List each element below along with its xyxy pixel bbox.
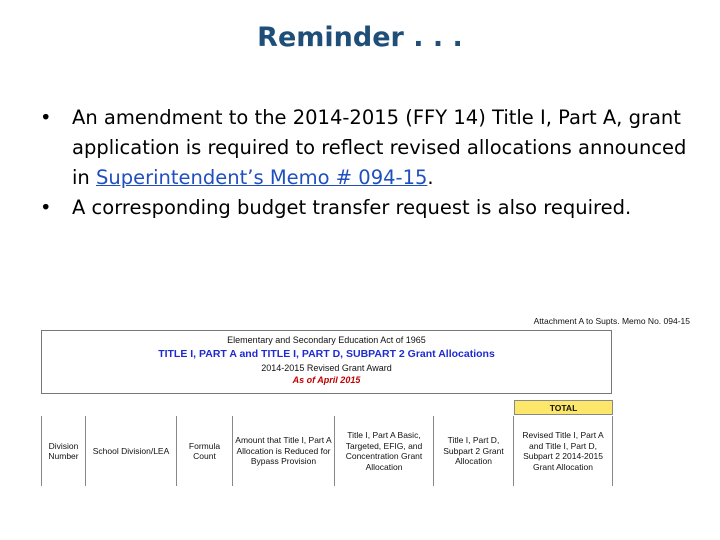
column-header-bypass-reduction: Amount that Title I, Part A Allocation is Reduced for Bypass Provision xyxy=(232,416,334,486)
grant-allocations-title: TITLE I, PART A and TITLE I, PART D, SUBPART 2 Grant Allocations xyxy=(158,348,495,360)
as-of-date: As of April 2015 xyxy=(292,375,361,385)
allocation-table-header xyxy=(41,400,613,486)
bullet-list xyxy=(40,103,690,223)
act-title: Elementary and Secondary Education Act of 1965 xyxy=(227,335,426,345)
total-header-cell: TOTAL xyxy=(514,400,613,415)
bullet-marker: • xyxy=(40,196,52,219)
revised-grant-award: 2014-2015 Revised Grant Award xyxy=(261,363,392,373)
allocation-header-box xyxy=(41,330,612,394)
column-header-school-division: School Division/LEA xyxy=(85,416,176,486)
column-header-formula-count: Formula Count xyxy=(176,416,232,486)
bullet-text: A corresponding budget transfer request is also required. xyxy=(72,196,632,219)
bullet-text: An amendment to the 2014-2015 (FFY 14) Title I, Part A, grant application is required to reflect revised allocations announced in xyxy=(72,106,687,189)
slide-title: Reminder . . . xyxy=(257,22,463,53)
memo-link[interactable]: Superintendent’s Memo # 094-15 xyxy=(95,166,428,189)
column-header-revised-total: Revised Title I, Part A and Title I, Part D, Subpart 2 2014-2015 Grant Allocation xyxy=(513,416,613,486)
bullet-item-amendment xyxy=(40,103,690,193)
column-header-part-a-allocation: Title I, Part A Basic, Targeted, EFIG, and Concentration Grant Allocation xyxy=(334,416,433,486)
bullet-marker: • xyxy=(40,106,52,129)
bullet-item-budget-transfer xyxy=(40,193,690,223)
attachment-caption: Attachment A to Supts. Memo No. 094-15 xyxy=(533,316,690,326)
bullet-text-end: . xyxy=(427,166,434,189)
column-header-part-d-allocation: Title I, Part D, Subpart 2 Grant Allocation xyxy=(433,416,513,486)
column-header-division-number: Division Number xyxy=(41,416,85,486)
